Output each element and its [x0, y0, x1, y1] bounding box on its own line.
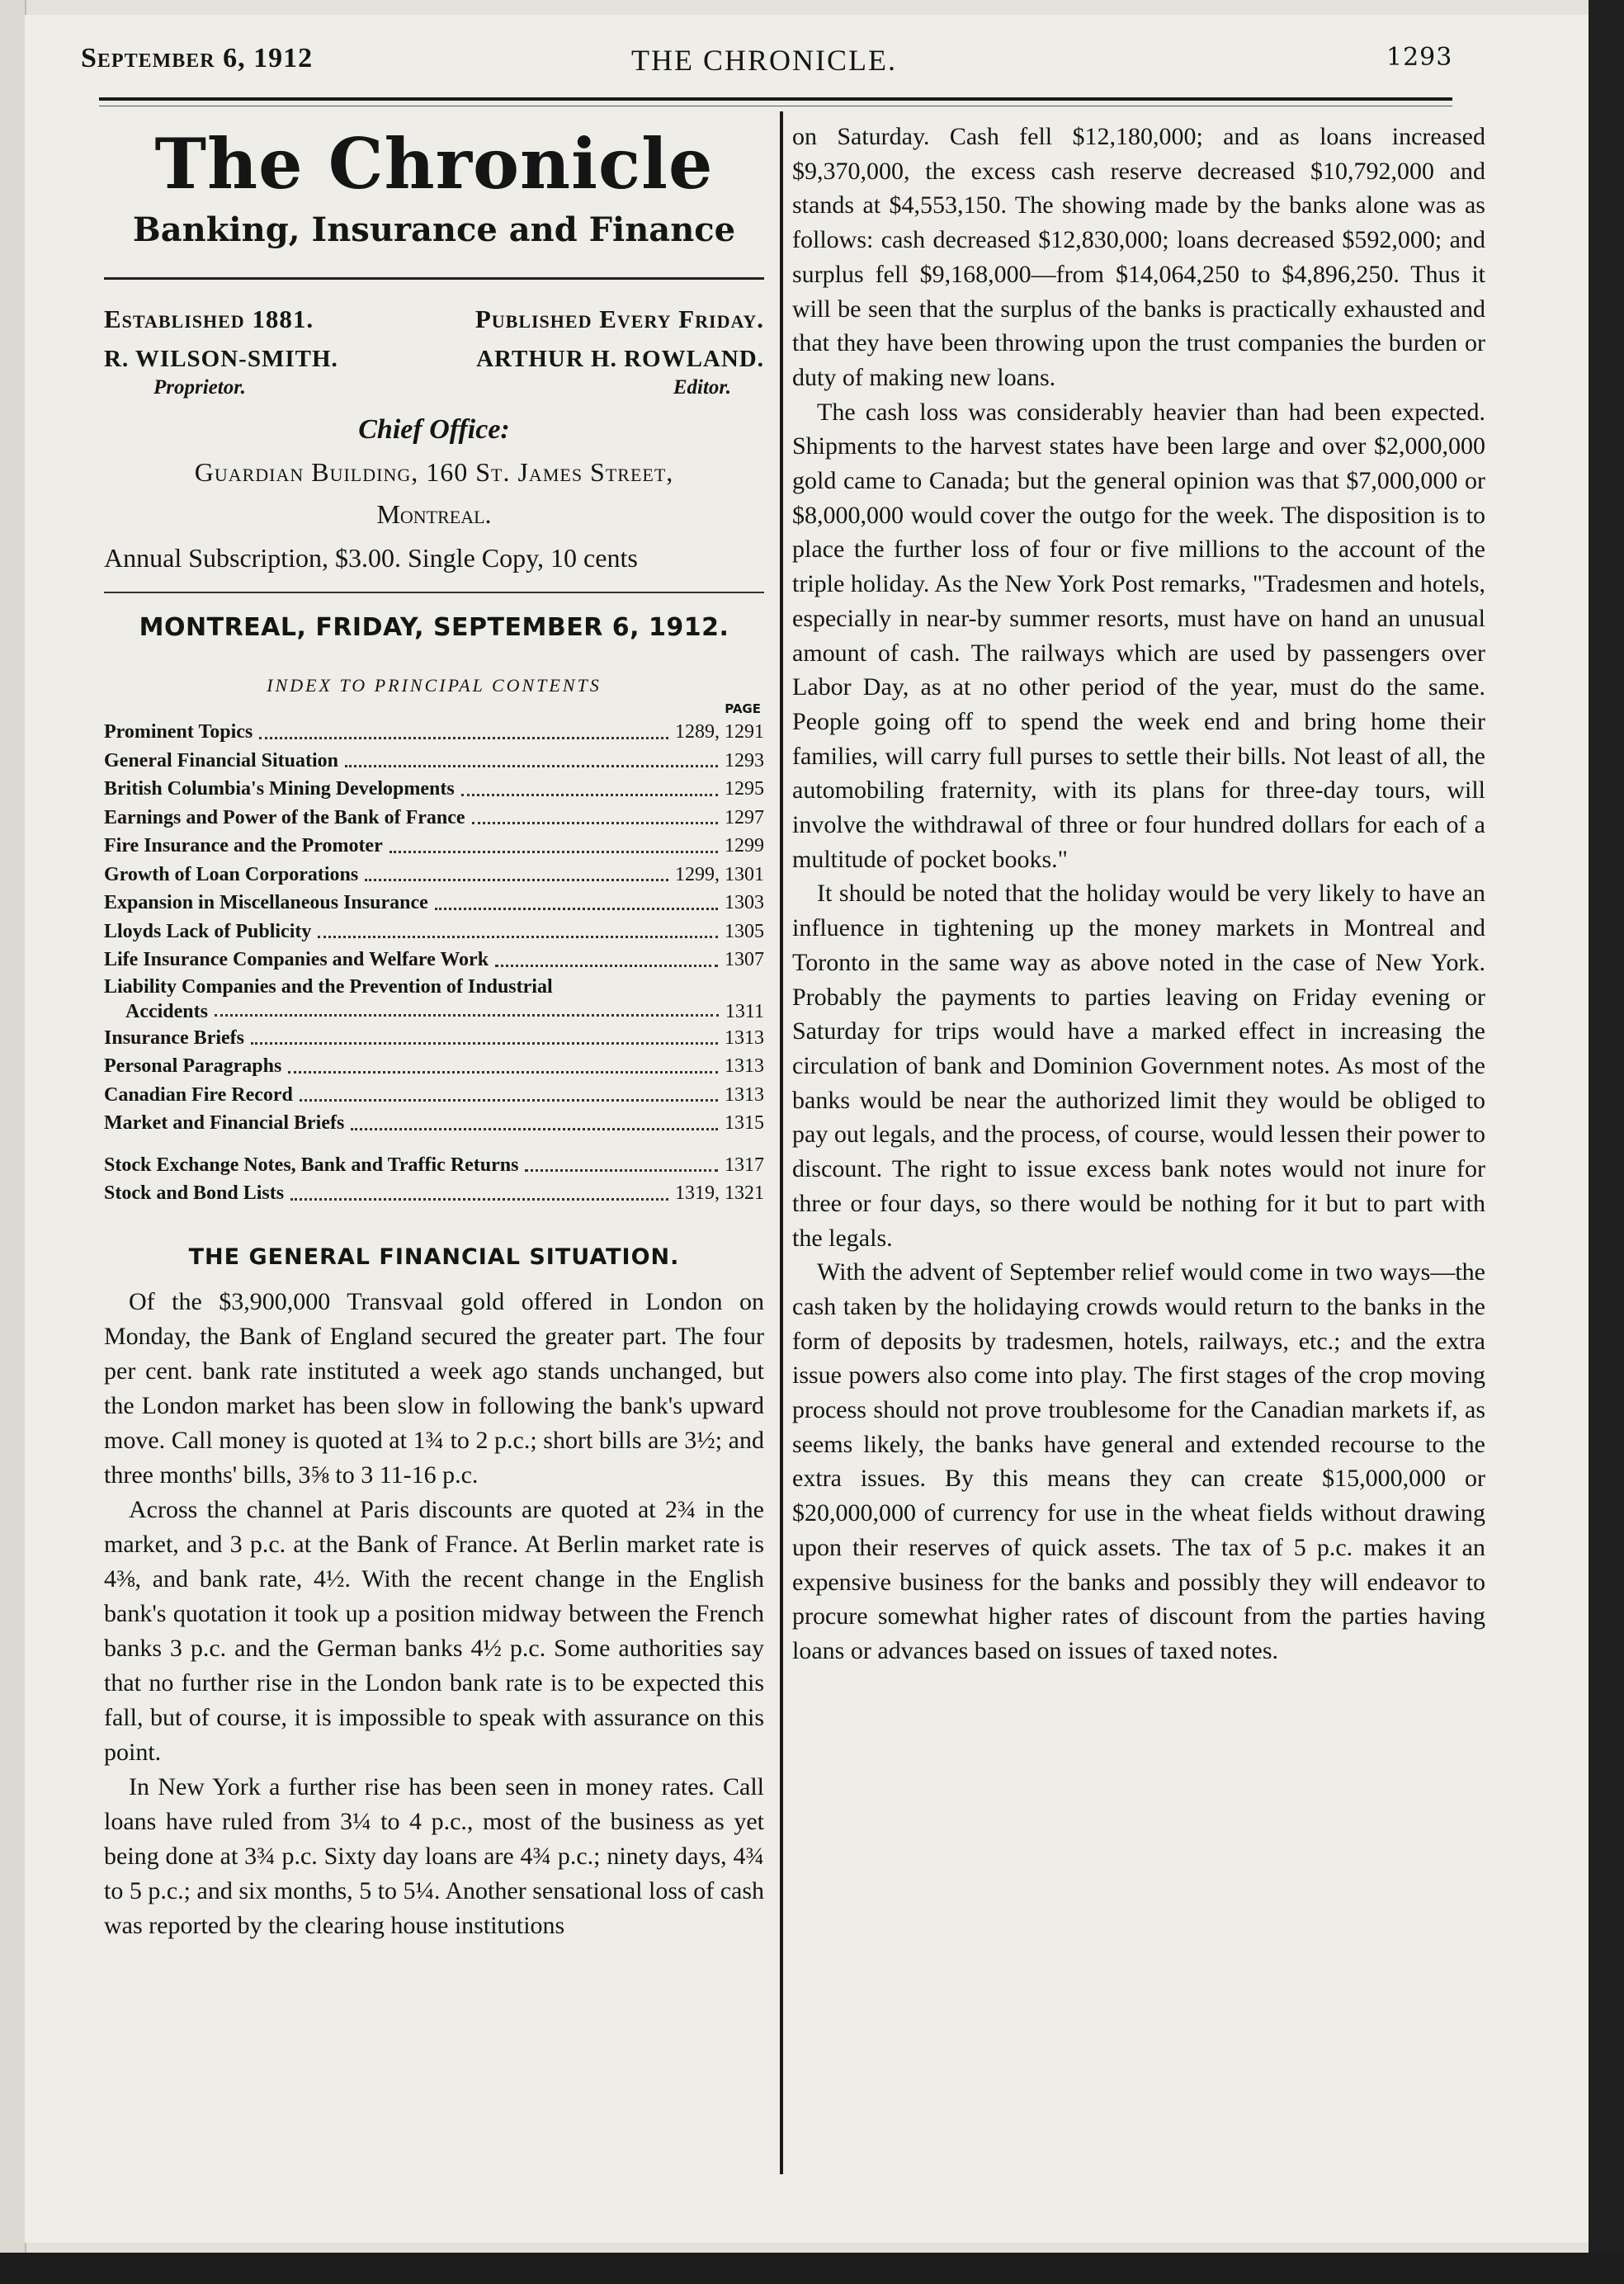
page-number: 1293 — [1386, 43, 1453, 72]
toc-entry[interactable]: Personal Paragraphs 1313 — [104, 1055, 764, 1078]
toc-entry[interactable]: Insurance Briefs 1313 — [104, 1026, 764, 1049]
toc-entry[interactable]: Earnings and Power of the Bank of France 1297 — [104, 806, 764, 828]
index-page-label: PAGE — [725, 701, 761, 717]
scan-right-border — [1589, 0, 1624, 2284]
toc-entry[interactable]: Lloyds Lack of Publicity 1305 — [104, 920, 764, 942]
masthead-subtitle: Banking, Insurance and Finance — [132, 210, 736, 250]
toc-entry[interactable]: General Financial Situation 1293 — [104, 749, 764, 772]
masthead — [104, 123, 764, 250]
toc-entry[interactable]: Prominent Topics 1289, 1291 — [104, 721, 764, 743]
scan-left-margin — [0, 0, 26, 2284]
toc-entry[interactable]: Liability Companies and the Prevention of Industrial Accidents 1311 — [104, 975, 764, 1022]
established-label: Established 1881. — [104, 304, 314, 334]
editor-name: ARTHUR H. ROWLAND. — [476, 346, 764, 373]
table-of-contents — [104, 718, 764, 1208]
toc-entry[interactable]: Stock and Bond Lists 1319, 1321 — [104, 1182, 764, 1205]
right-column — [792, 120, 1485, 1668]
left-column — [104, 120, 764, 1943]
published-label: Published Every Friday. — [474, 304, 764, 334]
office-city: Montreal. — [376, 499, 492, 530]
chief-office-label: Chief Office: — [358, 414, 510, 446]
article-paragraph: In New York a further rise has been seen in money rates. Call loans have ruled from 3¼ to 4 p.c., most of the business as yet being done at 3¾ p.c. Sixty day loans are 4¾ p.c.; ninety days, 4¾ to 5 p.c.; and six months, 5 to 5¼. Another sensational loss of cash was reported by the clearing house institutions — [104, 1772, 764, 1939]
masthead-title: The Chronicle — [154, 123, 714, 205]
article-paragraph: Of the $3,900,000 Transvaal gold offered in London on Monday, the Bank of England secured the greater part. The four per cent. bank rate instituted a week ago stands unchanged, but the London market has been slow in following the bank's upward move. Call money is quoted at 1¾ to 2 p.c.; short bills are 3½; and three months' bills, 3⅝ to 3 11-16 p.c. — [104, 1287, 764, 1489]
toc-entry[interactable]: Fire Insurance and the Promoter 1299 — [104, 835, 764, 857]
toc-entry[interactable]: Expansion in Miscellaneous Insurance 1303 — [104, 892, 764, 914]
article-paragraph: Across the channel at Paris discounts are quoted at 2¾ in the market, and 3 p.c. at the Bank of France. At Berlin market rate is 4⅜, and bank rate, 4½. With the recent change in the English bank's quotation it took up a position midway between the French banks 3 p.c. and the German banks 4½ p.c. Some authorities say that no further rise in the London bank rate is to be expected this fall, but of course, it is impossible to speak with assurance on this point. — [104, 1495, 764, 1766]
dateline-rule — [104, 592, 764, 593]
toc-spacer — [104, 1138, 764, 1151]
toc-entry[interactable]: Life Insurance Companies and Welfare Work 1307 — [104, 949, 764, 971]
article-heading: THE GENERAL FINANCIAL SITUATION. — [188, 1243, 680, 1270]
staff-roles — [104, 376, 764, 399]
toc-entry[interactable]: Canadian Fire Record 1313 — [104, 1083, 764, 1106]
article-paragraph: With the advent of September relief would come in two ways—the cash taken by the holidaying crowds would return to the banks in the form of deposits by tradesmen, hotels, railways, etc.; and the extra issue powers also come into play. The first stages of the crop moving process should not prove troublesome for the Canadian markets if, as seems likely, the banks have general and extended recourse to the extra issues. By this means they can create $15,000,000 or $20,000,000 of currency for use in the wheat fields without drawing upon their reserves of quick assets. The tax of 5 p.c. makes it an expensive business for the banks and possibly they will endeavor to procure somewhat higher rates of discount from the parties having loans or advances based on issues of taxed notes. — [792, 1258, 1485, 1664]
proprietor-name: R. WILSON-SMITH. — [104, 346, 338, 373]
proprietor-role: Proprietor. — [153, 376, 246, 399]
toc-entry[interactable]: Stock Exchange Notes, Bank and Traffic Returns 1317 — [104, 1154, 764, 1176]
scan-bottom-border — [0, 2253, 1624, 2284]
masthead-rule — [104, 277, 764, 280]
toc-entry[interactable]: British Columbia's Mining Developments 1295 — [104, 778, 764, 800]
office-address: Guardian Building, 160 St. James Street, — [194, 457, 674, 488]
publication-info — [104, 304, 764, 334]
staff-names — [104, 346, 764, 373]
toc-entry[interactable]: Market and Financial Briefs 1315 — [104, 1112, 764, 1135]
article-paragraph: on Saturday. Cash fell $12,180,000; and as loans increased $9,370,000, the excess cash reserve decreased $10,792,000 and stands at $4,553,150. The showing made by the banks alone was as follows: cash decreased $12,830,000; loans decreased $592,000; and surplus fell $9,168,000—from $14,064,250 to $4,896,250. Thus it will be seen that the surplus of the banks is practically exhausted and that they have been throwing upon the trust companies the burden or duty of making new loans. — [792, 123, 1485, 391]
editor-role: Editor. — [673, 376, 731, 399]
article-paragraph: It should be noted that the holiday would be very likely to have an influence in tightening up the money markets in Montreal and Toronto in the same way as above noted in the case of New York. Probably the payments to parties leaving on Friday evening or Saturday for trips would have a marked effect in increasing the circulation of bank and Dominion Government notes. As most of the banks would be near the authorized limit they would be obliged to pay out legals, and the process, of course, would lessen their power to discount. The right to issue excess bank notes would not inure for three or four days, so there would be nothing for it but to part with the legals. — [792, 880, 1485, 1252]
subscription-info: Annual Subscription, $3.00. Single Copy, 10 cents — [104, 543, 638, 573]
running-header-date: September 6, 1912 — [81, 43, 314, 73]
issue-dateline: MONTREAL, FRIDAY, SEPTEMBER 6, 1912. — [139, 613, 729, 643]
index-heading: INDEX TO PRINCIPAL CONTENTS — [267, 675, 602, 696]
column-divider — [780, 111, 783, 2174]
article-paragraph: The cash loss was considerably heavier than had been expected. Shipments to the harvest states have been large and over $2,000,000 gold came to Canada; but the general opinion was that $7,000,000 or $8,000,000 would cover the outgo for the week. The disposition is to place the further loss of four or five millions to the account of the triple holiday. As the New York Post remarks, "Tradesmen and hotels, especially in near-by summer resorts, must have on hand an unusual amount of cash. The railways which are used by passengers over Labor Day, as at no other period of the year, must do the same. People going off to spend the week end and bring home their families, will carry full purses to settle their bills. Not least of all, the automobiling fraternity, with its plans for three-day tours, will involve the withdrawal of three or four hundred dollars for each of a multitude of pocket books." — [792, 398, 1485, 873]
toc-entry[interactable]: Growth of Loan Corporations 1299, 1301 — [104, 863, 764, 885]
header-rule — [99, 97, 1452, 101]
running-header-title: THE CHRONICLE. — [631, 44, 897, 77]
